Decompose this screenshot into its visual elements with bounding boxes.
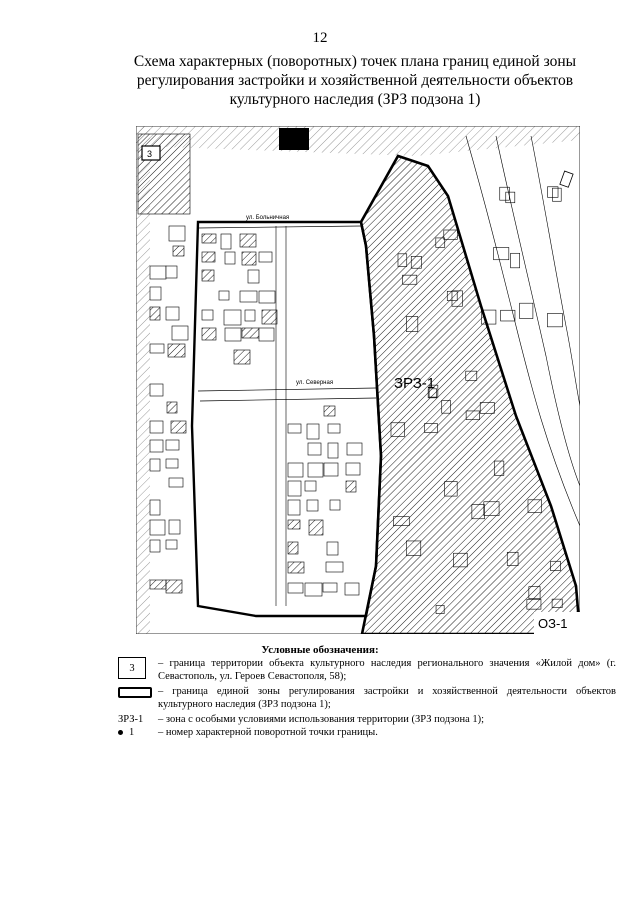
building-footprint [328,443,338,458]
building-footprint [202,252,215,262]
building-footprint [328,424,340,433]
building-footprint [326,562,343,572]
page-title: Схема характерных (поворотных) точек плана границ единой зоны регулирования застройки и хозяйственной деятельности объектов культурного наследия (ЗРЗ подзона 1) [133,53,577,108]
corner-zone-label: ОЗ-1 [538,616,568,631]
building-footprint [347,443,362,455]
building-footprint [202,310,213,320]
building-footprint [202,234,216,243]
building-footprint [166,307,179,320]
building-footprint [346,463,360,475]
building-footprint [150,266,166,279]
building-footprint [346,481,356,492]
building-footprint [259,328,274,341]
building-footprint [167,402,177,413]
building-footprint [166,440,179,450]
building-footprint [150,307,160,320]
legend-zone-label-symbol: ЗРЗ-1 [118,714,144,725]
legend-item [118,726,616,740]
building-footprint [221,234,231,249]
legend-point-symbol [118,726,134,739]
building-footprint [150,344,164,353]
page-number: 12 [312,30,328,46]
object-number-label: 3 [147,149,153,159]
building-footprint [308,443,321,455]
legend-point-number: 1 [129,727,135,738]
building-footprint [219,291,229,300]
building-footprint [166,266,177,278]
building-footprint [259,252,272,262]
zone-label: ЗРЗ-1 [394,375,436,392]
building-footprint [150,540,160,552]
building-footprint [288,463,303,477]
building-footprint [172,326,188,340]
building-footprint [248,270,259,283]
legend-item-text: – номер характерной поворотной точки границы. [158,727,378,738]
building-footprint [288,424,301,433]
building-footprint [245,310,255,321]
building-footprint [324,463,338,476]
building-footprint [288,583,303,593]
building-footprint [150,440,163,452]
building-footprint [242,252,256,265]
building-footprint [150,580,166,589]
building-footprint [225,328,241,341]
building-footprint [173,246,184,256]
building-footprint [309,520,323,535]
street-label: ул. Северная [296,380,334,386]
building-footprint [225,252,235,264]
building-footprint [242,328,259,338]
building-footprint [202,270,214,281]
building-footprint [166,540,177,549]
building-footprint [150,459,160,471]
building-footprint [323,583,337,592]
street-label: ул. Больничная [246,215,290,221]
building-footprint [202,328,216,340]
building-footprint [166,580,182,593]
building-footprint [330,500,340,510]
building-footprint [150,384,163,396]
legend-item [118,685,616,713]
building-footprint [234,350,250,364]
black-building [279,128,309,150]
building-footprint [345,583,359,595]
building-footprint [240,291,257,302]
legend-zone-boundary-symbol [118,687,152,698]
building-footprint [169,226,185,241]
building-footprint [166,459,178,468]
point-dot-icon [118,730,123,735]
legend-item-text: – граница территории объекта культурного наследия регионального значения «Жилой дом» (г. Севастополь, ул. Героев Севастополя, 58); [158,658,616,682]
building-footprint [288,542,298,554]
legend-heading: Условные обозначения: [261,644,379,656]
building-footprint [169,520,180,534]
legend-item-text: – зона с особыми условиями использования территории (ЗРЗ подзона 1); [158,714,485,725]
building-footprint [327,542,338,555]
building-footprint [150,520,165,535]
building-footprint [307,424,319,439]
building-footprint [169,478,183,487]
building-footprint [150,500,160,515]
building-footprint [308,463,323,477]
building-footprint [288,500,300,515]
legend-object-symbol: 3 [118,657,146,679]
building-footprint [324,406,335,416]
building-footprint [305,481,316,491]
building-footprint [240,234,256,247]
building-footprint [150,287,161,300]
building-footprint [307,500,318,511]
legend-item-text: – граница единой зоны регулирования застройки и хозяйственной деятельности объектов культурного наследия (ЗРЗ подзона 1); [158,686,616,710]
building-footprint [168,344,185,357]
map [136,126,580,634]
building-footprint [150,421,163,433]
building-footprint [288,520,300,529]
building-footprint [288,562,304,573]
building-footprint [288,481,301,496]
legend-item [118,657,616,685]
building-footprint [224,310,241,325]
building-footprint [171,421,186,433]
building-footprint [262,310,277,324]
building-footprint [259,291,275,303]
building-footprint [305,583,322,596]
legend-item [118,713,616,727]
